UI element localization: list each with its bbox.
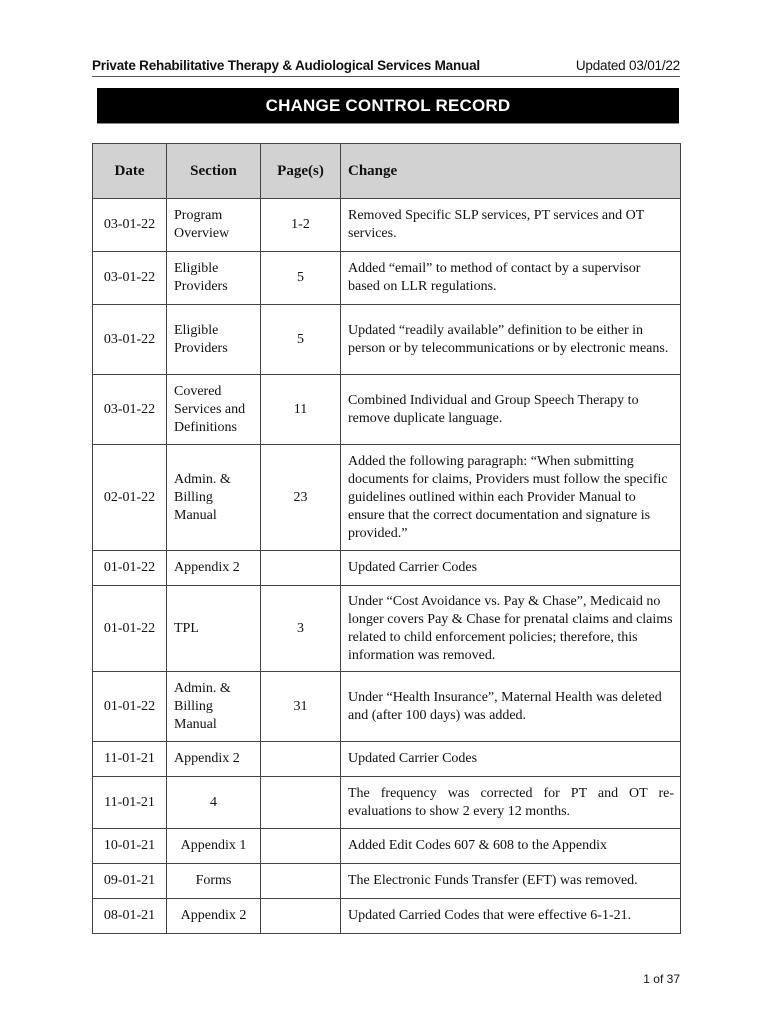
row-section: TPL (167, 586, 261, 672)
row-section: Program Overview (167, 199, 261, 252)
row-date: 01-01-22 (93, 672, 167, 742)
table-row (93, 829, 681, 864)
row-section: Forms (167, 864, 261, 899)
table-row (93, 199, 681, 252)
row-pages: 3 (261, 586, 341, 672)
row-date: 10-01-21 (93, 829, 167, 864)
row-change: Updated Carrier Codes (341, 742, 681, 777)
updated-date: Updated 03/01/22 (575, 58, 680, 73)
row-change: Removed Specific SLP services, PT services and OT services. (341, 199, 681, 252)
row-section: Appendix 1 (167, 829, 261, 864)
table-row (93, 252, 681, 305)
row-date: 03-01-22 (93, 252, 167, 305)
row-change: Updated Carried Codes that were effective 6-1-21. (341, 899, 681, 934)
row-change: Added “email” to method of contact by a supervisor based on LLR regulations. (341, 252, 681, 305)
row-pages (261, 829, 341, 864)
table-row (93, 445, 681, 551)
row-date: 01-01-22 (93, 551, 167, 586)
change-control-banner (97, 88, 679, 123)
row-pages: 11 (261, 375, 341, 445)
row-change: Updated “readily available” definition to be either in person or by telecommunications or by electronic means. (341, 305, 681, 375)
banner-title: CHANGE CONTROL RECORD (265, 95, 511, 115)
table-row (93, 777, 681, 829)
row-change: Combined Individual and Group Speech Therapy to remove duplicate language. (341, 375, 681, 445)
row-date: 08-01-21 (93, 899, 167, 934)
table-row (93, 305, 681, 375)
row-pages (261, 864, 341, 899)
banner-divider (97, 123, 679, 124)
table-row (93, 672, 681, 742)
row-section: Eligible Providers (167, 252, 261, 305)
row-section: Admin. & Billing Manual (167, 672, 261, 742)
row-pages (261, 899, 341, 934)
row-date: 03-01-22 (93, 305, 167, 375)
row-pages (261, 777, 341, 829)
row-change: Added the following paragraph: “When submitting documents for claims, Providers must follow the specific guidelines outlined within each Provider Manual to ensure that the correct documentation and signature is provided.” (341, 445, 681, 551)
row-date: 11-01-21 (93, 742, 167, 777)
column-header-date: Date (93, 144, 167, 199)
row-change: Under “Health Insurance”, Maternal Health was deleted and (after 100 days) was added. (341, 672, 681, 742)
row-section: Eligible Providers (167, 305, 261, 375)
table-row (93, 864, 681, 899)
row-pages (261, 742, 341, 777)
row-date: 09-01-21 (93, 864, 167, 899)
row-section: 4 (167, 777, 261, 829)
change-control-table (92, 143, 681, 934)
column-header-pages: Page(s) (261, 144, 341, 199)
row-change: Updated Carrier Codes (341, 551, 681, 586)
table-row (93, 742, 681, 777)
table-row (93, 375, 681, 445)
row-change: The Electronic Funds Transfer (EFT) was removed. (341, 864, 681, 899)
row-pages: 5 (261, 252, 341, 305)
page-number: 1 of 37 (643, 972, 680, 986)
row-date: 02-01-22 (93, 445, 167, 551)
row-section: Covered Services and Definitions (167, 375, 261, 445)
table-header-row (93, 144, 681, 199)
row-section: Appendix 2 (167, 899, 261, 934)
row-pages (261, 551, 341, 586)
manual-title: Private Rehabilitative Therapy & Audiological Services Manual (92, 58, 480, 73)
row-date: 03-01-22 (93, 199, 167, 252)
page-header (92, 56, 680, 77)
column-header-change: Change (341, 144, 681, 199)
row-change: Under “Cost Avoidance vs. Pay & Chase”, Medicaid no longer covers Pay & Chase for prenatal claims and claims related to child enforcement policies; therefore, this information was removed. (341, 586, 681, 672)
row-section: Appendix 2 (167, 551, 261, 586)
row-date: 03-01-22 (93, 375, 167, 445)
row-section: Appendix 2 (167, 742, 261, 777)
table-row (93, 899, 681, 934)
table-row (93, 551, 681, 586)
table-row (93, 586, 681, 672)
row-change: Added Edit Codes 607 & 608 to the Appendix (341, 829, 681, 864)
row-pages: 5 (261, 305, 341, 375)
row-date: 01-01-22 (93, 586, 167, 672)
row-pages: 23 (261, 445, 341, 551)
column-header-section: Section (167, 144, 261, 199)
row-date: 11-01-21 (93, 777, 167, 829)
row-pages: 1-2 (261, 199, 341, 252)
row-pages: 31 (261, 672, 341, 742)
row-change: The frequency was corrected for PT and OT re-evaluations to show 2 every 12 months. (341, 777, 681, 829)
row-section: Admin. & Billing Manual (167, 445, 261, 551)
